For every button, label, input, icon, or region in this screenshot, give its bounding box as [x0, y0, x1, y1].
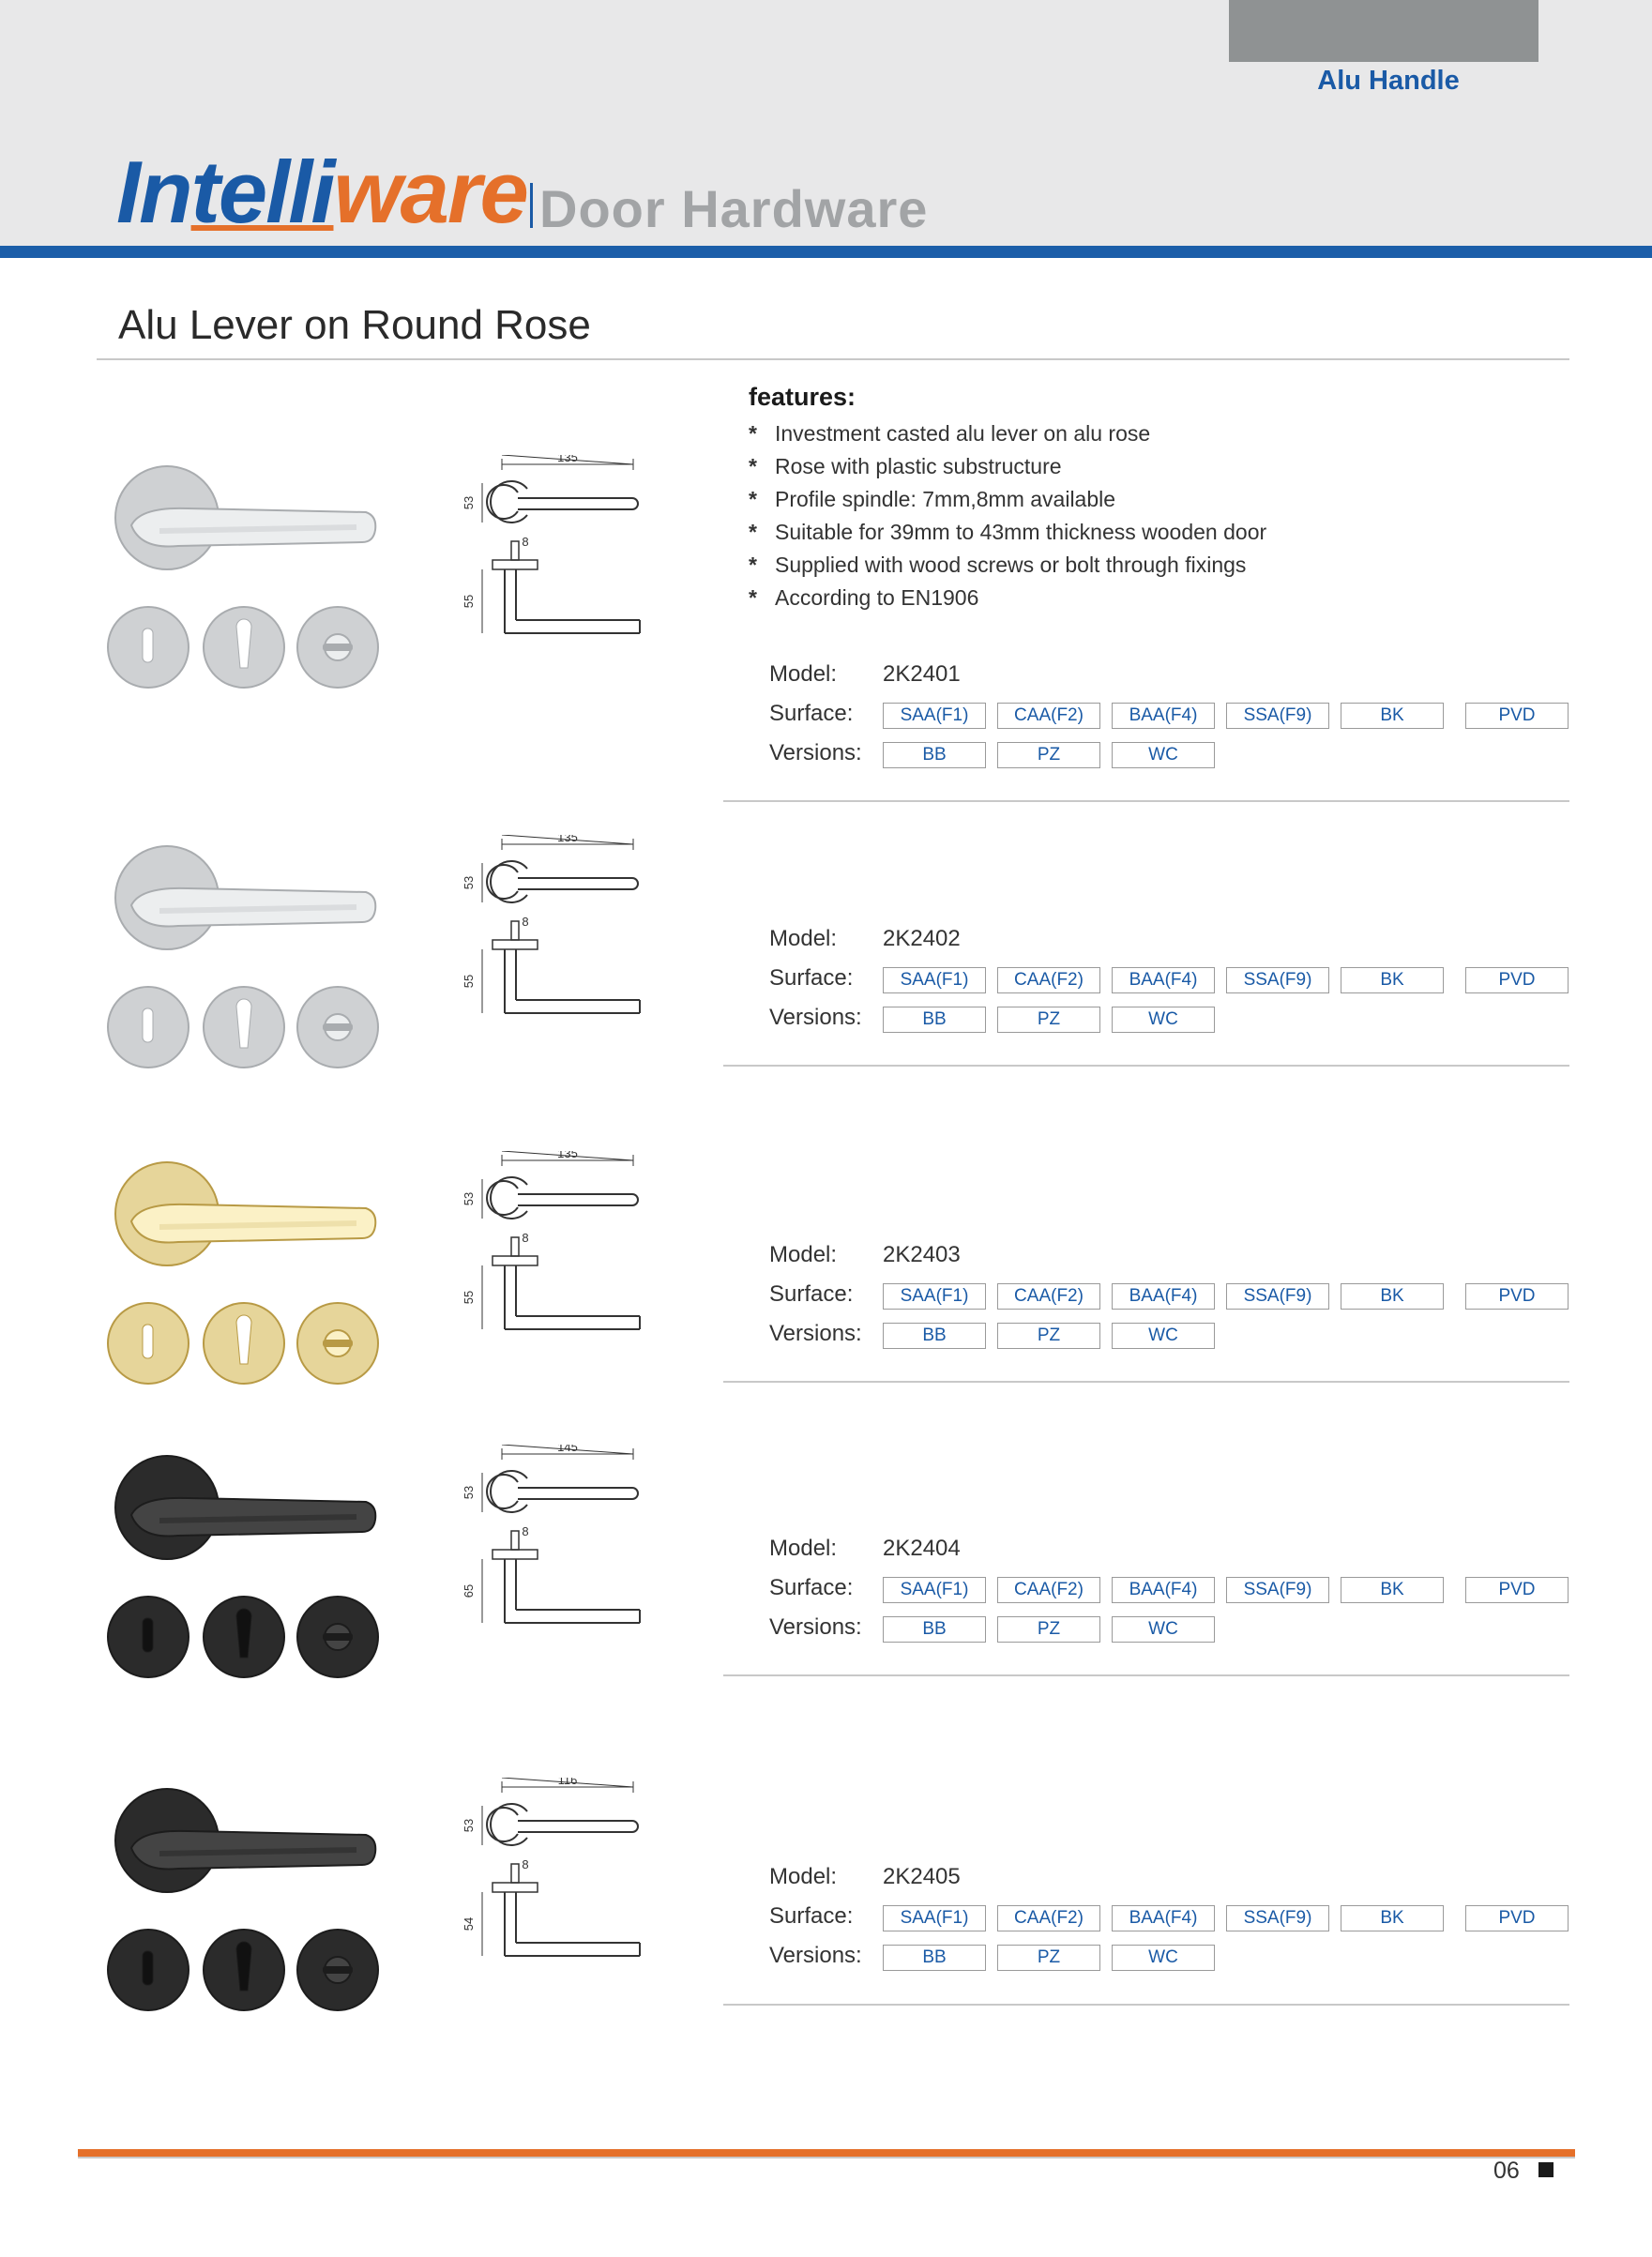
dim-rose-label: 53 — [462, 495, 476, 510]
model-label: Model: — [769, 1864, 838, 1889]
title-divider — [97, 358, 1569, 360]
header-band — [0, 246, 1652, 258]
dim-spindle-label: 8 — [522, 1231, 529, 1245]
version-option: BB — [883, 1007, 986, 1033]
surface-option: SSA(F9) — [1226, 1283, 1329, 1310]
surface-label: Surface: — [769, 1575, 854, 1600]
product-specs — [769, 1864, 1576, 1982]
surface-option: BK — [1341, 1283, 1444, 1310]
version-option: PZ — [997, 1007, 1100, 1033]
dim-length-label: 116 — [557, 1778, 578, 1787]
surface-option: SSA(F9) — [1226, 967, 1329, 993]
surface-option: SAA(F1) — [883, 967, 986, 993]
surface-option: BAA(F4) — [1112, 1283, 1215, 1310]
logo-divider — [530, 183, 533, 228]
dim-rose-label: 53 — [462, 1818, 476, 1833]
dim-length-label: 145 — [557, 1445, 578, 1454]
surface-option: SAA(F1) — [883, 1283, 986, 1310]
version-option: WC — [1112, 742, 1215, 768]
feature-item: * Profile spindle: 7mm,8mm available — [749, 487, 1116, 511]
feature-item: * According to EN1906 — [749, 585, 979, 610]
versions-label: Versions: — [769, 1005, 862, 1030]
surface-option: BAA(F4) — [1112, 1577, 1215, 1603]
versions-row — [769, 1614, 1576, 1654]
model-number: 2K2402 — [883, 926, 961, 951]
dim-spindle-label: 8 — [522, 915, 529, 929]
dimension-drawing — [460, 1445, 657, 1651]
version-option: WC — [1112, 1945, 1215, 1971]
product-photo — [103, 1449, 394, 1684]
model-row — [769, 926, 1576, 965]
version-option: BB — [883, 742, 986, 768]
surface-option: PVD — [1465, 967, 1569, 993]
model-number: 2K2403 — [883, 1242, 961, 1267]
feature-item: * Rose with plastic substructure — [749, 454, 1062, 478]
surface-option: SAA(F1) — [883, 703, 986, 729]
surface-option: SAA(F1) — [883, 1905, 986, 1931]
product-divider — [723, 1381, 1569, 1383]
page-marker-icon — [1538, 2162, 1553, 2177]
product-photo — [103, 1156, 394, 1390]
versions-row — [769, 1321, 1576, 1360]
features-block — [749, 383, 1499, 614]
versions-label: Versions: — [769, 1321, 862, 1346]
product-divider — [723, 1674, 1569, 1676]
version-option: PZ — [997, 742, 1100, 768]
section-label: Alu Handle — [1317, 66, 1460, 96]
dimension-drawing — [460, 455, 657, 661]
handle-photo — [103, 1156, 394, 1390]
dim-rose-label: 53 — [462, 875, 476, 890]
surface-option: SSA(F9) — [1226, 1905, 1329, 1931]
surface-option: BK — [1341, 1577, 1444, 1603]
dim-height-label: 55 — [462, 1290, 476, 1305]
model-label: Model: — [769, 926, 838, 951]
brand-logo: Intelliware — [116, 143, 527, 241]
model-row — [769, 661, 1576, 701]
version-option: WC — [1112, 1323, 1215, 1349]
surface-row — [769, 701, 1576, 740]
surface-row — [769, 1903, 1576, 1943]
versions-row — [769, 1005, 1576, 1044]
surface-option: BK — [1341, 967, 1444, 993]
dim-spindle-label: 8 — [522, 1857, 529, 1871]
model-row — [769, 1864, 1576, 1903]
surface-label: Surface: — [769, 701, 854, 726]
dim-spindle-label: 8 — [522, 535, 529, 549]
handle-photo — [103, 1449, 394, 1684]
version-option: WC — [1112, 1007, 1215, 1033]
product-specs — [769, 661, 1576, 780]
surface-option: BAA(F4) — [1112, 967, 1215, 993]
version-option: WC — [1112, 1616, 1215, 1643]
surface-option: PVD — [1465, 703, 1569, 729]
handle-photo — [103, 840, 394, 1074]
version-option: BB — [883, 1323, 986, 1349]
surface-label: Surface: — [769, 1903, 854, 1929]
header-tab — [1229, 0, 1538, 62]
dimension-drawing — [460, 1151, 657, 1357]
versions-row — [769, 1943, 1576, 1982]
surface-row — [769, 965, 1576, 1005]
product-drawing — [460, 835, 657, 1041]
model-number: 2K2405 — [883, 1864, 961, 1889]
product-specs — [769, 1536, 1576, 1654]
model-number: 2K2401 — [883, 661, 961, 687]
dim-length-label: 135 — [557, 455, 578, 464]
dimension-drawing — [460, 1778, 657, 1984]
model-label: Model: — [769, 661, 838, 687]
surface-label: Surface: — [769, 1281, 854, 1307]
product-specs — [769, 1242, 1576, 1360]
product-drawing — [460, 1151, 657, 1357]
surface-option: CAA(F2) — [997, 967, 1100, 993]
surface-option: BK — [1341, 1905, 1444, 1931]
surface-option: CAA(F2) — [997, 703, 1100, 729]
surface-row — [769, 1281, 1576, 1321]
surface-option: PVD — [1465, 1283, 1569, 1310]
model-label: Model: — [769, 1536, 838, 1561]
version-option: PZ — [997, 1945, 1100, 1971]
product-divider — [723, 2004, 1569, 2006]
version-option: BB — [883, 1945, 986, 1971]
dim-rose-label: 53 — [462, 1485, 476, 1500]
product-divider — [723, 1065, 1569, 1067]
versions-label: Versions: — [769, 1943, 862, 1968]
versions-label: Versions: — [769, 1614, 862, 1640]
feature-item: * Suitable for 39mm to 43mm thickness wooden door — [749, 520, 1267, 544]
version-option: PZ — [997, 1616, 1100, 1643]
page-number: 06 — [1493, 2158, 1520, 2184]
surface-option: BAA(F4) — [1112, 1905, 1215, 1931]
surface-option: SSA(F9) — [1226, 703, 1329, 729]
footer-rule — [78, 2149, 1575, 2157]
feature-item: * Investment casted alu lever on alu rose — [749, 421, 1151, 446]
dim-height-label: 54 — [462, 1916, 476, 1931]
dim-rose-label: 53 — [462, 1191, 476, 1206]
product-drawing — [460, 455, 657, 661]
versions-row — [769, 740, 1576, 780]
versions-label: Versions: — [769, 740, 862, 765]
product-photo — [103, 460, 394, 694]
dim-spindle-label: 8 — [522, 1524, 529, 1538]
brand-subtitle: Door Hardware — [539, 179, 929, 238]
dim-length-label: 135 — [557, 835, 578, 844]
surface-option: BAA(F4) — [1112, 703, 1215, 729]
dim-height-label: 55 — [462, 594, 476, 609]
version-option: BB — [883, 1616, 986, 1643]
dim-length-label: 135 — [557, 1151, 578, 1160]
product-drawing — [460, 1778, 657, 1984]
surface-option: PVD — [1465, 1577, 1569, 1603]
surface-option: BK — [1341, 703, 1444, 729]
model-row — [769, 1536, 1576, 1575]
product-photo — [103, 840, 394, 1074]
surface-row — [769, 1575, 1576, 1614]
dim-height-label: 55 — [462, 974, 476, 989]
product-drawing — [460, 1445, 657, 1651]
surface-option: PVD — [1465, 1905, 1569, 1931]
surface-option: SAA(F1) — [883, 1577, 986, 1603]
surface-option: SSA(F9) — [1226, 1577, 1329, 1603]
product-divider — [723, 800, 1569, 802]
feature-item: * Supplied with wood screws or bolt through fixings — [749, 553, 1247, 577]
model-row — [769, 1242, 1576, 1281]
surface-label: Surface: — [769, 965, 854, 991]
surface-option: CAA(F2) — [997, 1905, 1100, 1931]
product-specs — [769, 926, 1576, 1044]
handle-photo — [103, 460, 394, 694]
surface-option: CAA(F2) — [997, 1283, 1100, 1310]
footer-rule-shadow — [78, 2157, 1575, 2159]
model-label: Model: — [769, 1242, 838, 1267]
product-photo — [103, 1782, 394, 2017]
version-option: PZ — [997, 1323, 1100, 1349]
page-title: Alu Lever on Round Rose — [118, 302, 591, 348]
dimension-drawing — [460, 835, 657, 1041]
features-title: features: — [749, 383, 856, 411]
model-number: 2K2404 — [883, 1536, 961, 1561]
surface-option: CAA(F2) — [997, 1577, 1100, 1603]
dim-height-label: 65 — [462, 1583, 476, 1598]
handle-photo — [103, 1782, 394, 2017]
